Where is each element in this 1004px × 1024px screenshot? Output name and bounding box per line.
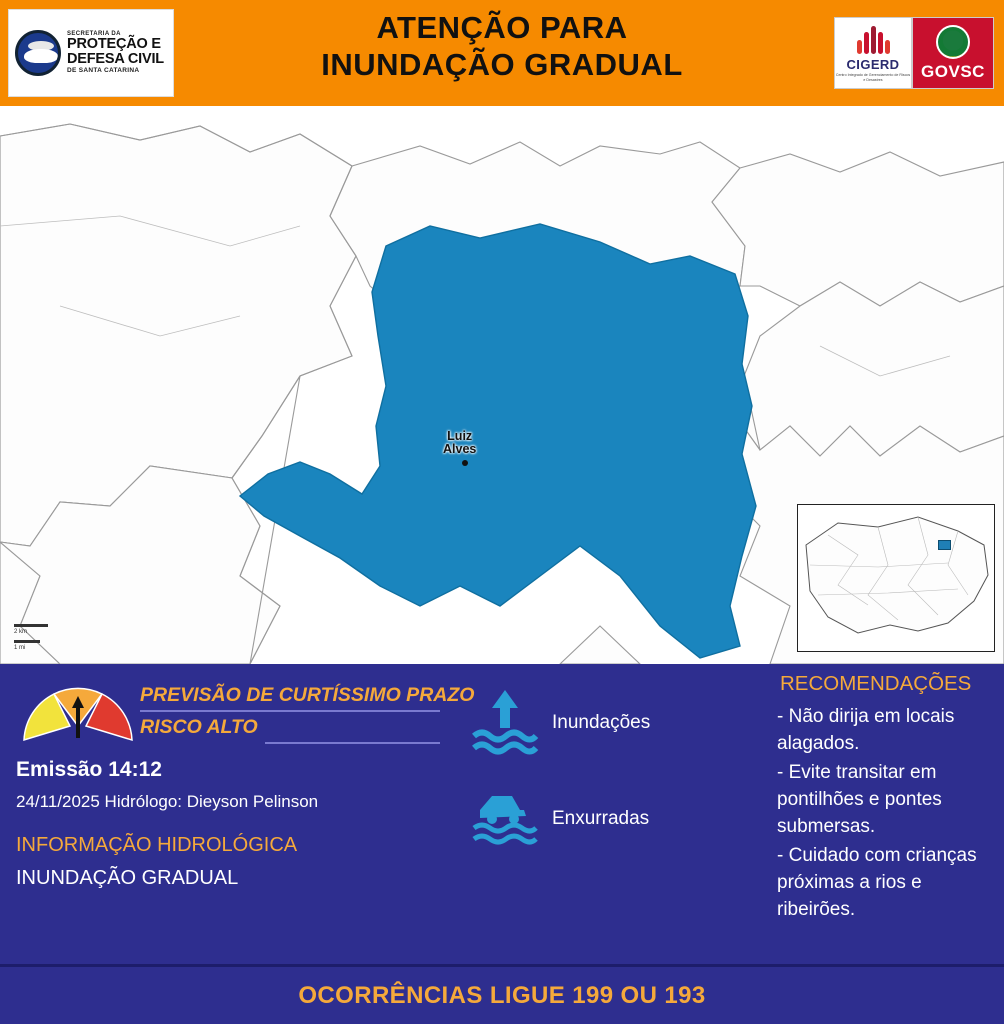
- recommendation-item: - Evite transitar em pontilhões e pontes submersas.: [777, 761, 942, 837]
- map-area[interactable]: [0, 106, 1004, 664]
- risk-gauge: [18, 682, 138, 744]
- emergency-phone-text: OCORRÊNCIAS LIGUE 199 OU 193: [298, 981, 706, 1009]
- inset-map-svg: [798, 505, 994, 651]
- city-label: [443, 430, 476, 456]
- event-flash-flood: [470, 786, 650, 851]
- inset-highlight-marker: [938, 540, 951, 550]
- cigerd-waves-icon: [857, 24, 890, 54]
- info-panel: [0, 664, 1004, 964]
- scale-bar-mi-label: 1 mi: [14, 644, 26, 651]
- risk-level: RISCO ALTO: [140, 716, 258, 738]
- state-inset-map: [797, 504, 995, 652]
- logo-line-1: SECRETARIA DA: [67, 31, 121, 38]
- santa-catarina-coat-of-arms-icon: [936, 25, 970, 59]
- logo-line-3: DEFESA CIVIL: [67, 50, 164, 67]
- recommendation-item: - Não dirija em locais alagados.: [777, 706, 955, 754]
- cigerd-name: CIGERD: [846, 56, 900, 72]
- header-bar: [0, 0, 1004, 106]
- footer-bar: [0, 964, 1004, 1024]
- scale-bar: [14, 624, 48, 653]
- gov-sc-text: [921, 62, 985, 82]
- logo-line-4: DE SANTA CATARINA: [67, 67, 140, 75]
- city-label-line-2: Alves: [443, 441, 477, 456]
- cigerd-logo: [834, 17, 912, 89]
- civil-defense-seal-icon: [15, 30, 61, 76]
- city-label-line-1: Luiz: [447, 429, 473, 443]
- recommendations-list: [777, 704, 992, 926]
- gov-text: GOV: [921, 61, 961, 81]
- flash-flood-car-icon: [470, 786, 540, 846]
- risk-gauge-icon: [18, 682, 138, 744]
- city-point-marker: [462, 460, 468, 466]
- recommendation-item: - Cuidado com crianças próximas a rios e ribeirões.: [777, 844, 977, 920]
- gov-sc-logo: [912, 17, 994, 89]
- event-flood: [470, 686, 651, 761]
- hydrological-info-title: INFORMAÇÃO HIDROLÓGICA: [16, 834, 298, 856]
- page-title-line-1: ATENÇÃO PARA: [376, 10, 628, 45]
- logo-line-2: PROTEÇÃO E: [67, 36, 161, 53]
- scale-bar-km-label: 2 km: [14, 629, 28, 635]
- event-flash-flood-label: Enxurradas: [552, 808, 650, 829]
- sc-text: SC: [960, 61, 985, 81]
- cigerd-subtitle: Centro Integrado de Gerenciamento de Riscos e Desastres: [835, 72, 911, 82]
- page-title-line-2: INUNDAÇÃO GRADUAL: [321, 46, 683, 82]
- date-hydrologist: 24/11/2025 Hidrólogo: Dieyson Pelinson: [16, 792, 319, 811]
- emission-time: Emissão 14:12: [16, 758, 162, 781]
- forecast-title: PREVISÃO DE CURTÍSSIMO PRAZO: [140, 684, 475, 706]
- risk-underline: [265, 742, 440, 744]
- scale-bar-km-line: [14, 624, 48, 627]
- scale-bar-mi-line: [14, 640, 40, 643]
- header-logos-right: [834, 17, 994, 89]
- event-flood-label: Inundações: [552, 712, 651, 733]
- flood-arrow-icon: [470, 686, 540, 756]
- civil-defense-logo: [8, 9, 174, 97]
- recommendations-title: RECOMENDAÇÕES: [780, 672, 972, 695]
- forecast-underline: [140, 710, 440, 712]
- hydrological-info-value: INUNDAÇÃO GRADUAL: [16, 867, 239, 889]
